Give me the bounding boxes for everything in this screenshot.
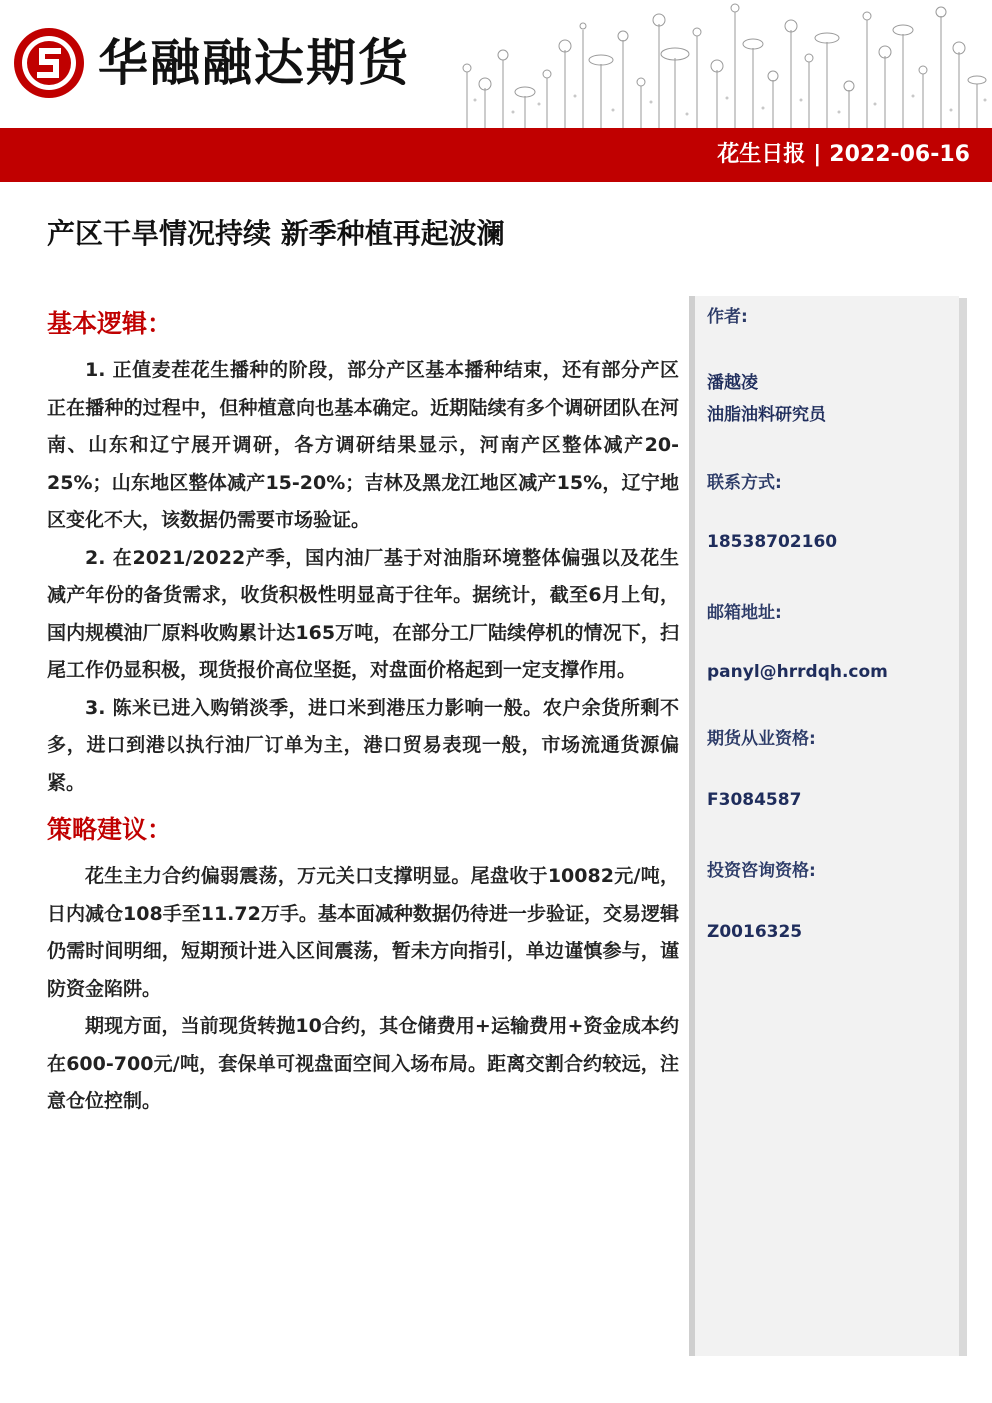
logic-paragraph-3: 3. 陈米已进入购销淡季，进口米到港压力影响一般。农户余货所剩不多，进口到港以执行油厂订单为主，港口贸易表现一般，市场流通货源偏紧。 xyxy=(47,696,679,794)
investment-qualification-label: 投资咨询资格: xyxy=(707,861,816,881)
report-type: 花生日报 xyxy=(717,142,806,167)
author-sidebar xyxy=(689,296,959,1356)
author-name: 潘越凌 xyxy=(707,373,758,393)
investment-qualification-number: Z0016325 xyxy=(707,922,803,942)
phone-number: 18538702160 xyxy=(707,532,838,552)
brand-name: 华融融达期货 xyxy=(98,34,410,92)
section-heading-logic: 基本逻辑： xyxy=(47,309,173,338)
section-heading-strategy: 策略建议： xyxy=(47,815,173,844)
company-logo xyxy=(12,26,86,100)
report-tag-separator: | xyxy=(813,142,822,167)
logic-paragraph-2: 2. 在2021/2022产季，国内油厂基于对油脂环境整体偏强以及花生减产年份的备货需求，收货积极性明显高于往年。据统计，截至6月上旬，国内规模油厂原料收购累计达165万吨，在部分工厂陆续停机的情况下，扫尾工作仍显积极，现货报价高位坚挺，对盘面价格起到一定支撑作用。 xyxy=(47,546,679,681)
email-address[interactable]: panyl@hrrdqh.com xyxy=(707,662,888,682)
page-title: 产区干旱情况持续 新季种植再起波澜 xyxy=(47,217,505,250)
author-label: 作者: xyxy=(707,307,748,327)
main-content xyxy=(47,300,679,1121)
email-label: 邮箱地址: xyxy=(707,603,782,623)
futures-qualification-number: F3084587 xyxy=(707,790,802,810)
report-header xyxy=(0,0,992,182)
strategy-paragraph-2: 期现方面，当前现货转抛10合约，其仓储费用+运输费用+资金成本约在600-700元/吨，套保单可视盘面空间入场布局。距离交割合约较远，注意仓位控制。 xyxy=(47,1015,679,1112)
contact-label: 联系方式: xyxy=(707,473,782,493)
futures-qualification-label: 期货从业资格: xyxy=(707,729,816,749)
author-title: 油脂油料研究员 xyxy=(707,405,826,425)
report-date: 2022-06-16 xyxy=(829,142,970,167)
header-decoration xyxy=(455,0,992,128)
report-tag xyxy=(717,128,970,182)
logic-paragraph-1: 1. 正值麦茬花生播种的阶段，部分产区基本播种结束，还有部分产区正在播种的过程中，但种植意向也基本确定。近期陆续有多个调研团队在河南、山东和辽宁展开调研，各方调研结果显示，河南产区整体减产20-25%；山东地区整体减产15-20%；吉林及黑龙江地区减产15%，辽宁地区变化不大，该数据仍需要市场验证。 xyxy=(47,359,679,531)
strategy-paragraph-1: 花生主力合约偏弱震荡，万元关口支撑明显。尾盘收于10082元/吨，日内减仓108手至11.72万手。基本面减种数据仍待进一步验证，交易逻辑仍需时间明细，短期预计进入区间震荡，暂未方向指引，单边谨慎参与，谨防资金陷阱。 xyxy=(47,865,679,1000)
